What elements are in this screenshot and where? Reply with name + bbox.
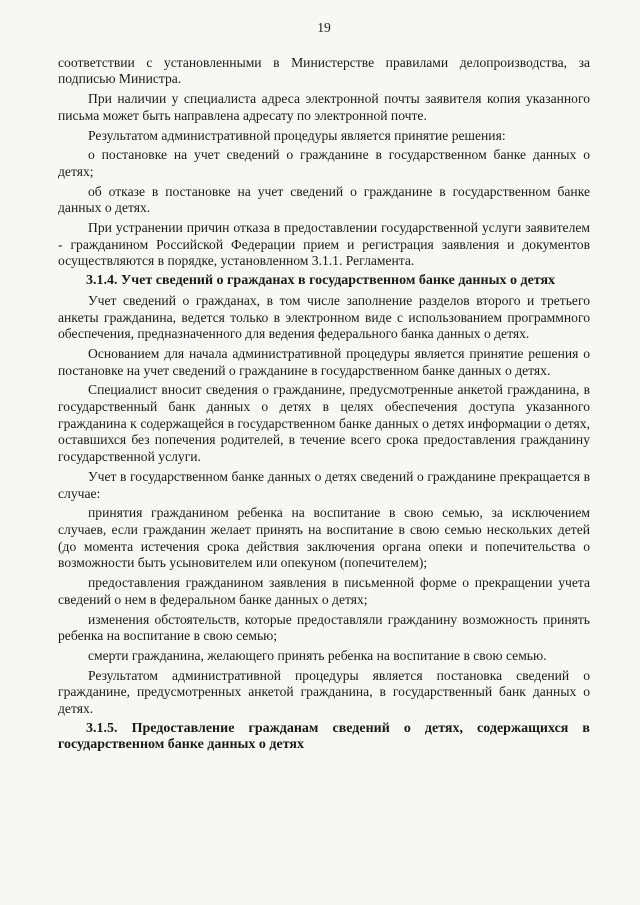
paragraph-specialist-entry: Специалист вносит сведения о гражданине, предусмотренные анкетой гражданина, в государственный банк данных о детях в целях обеспечения доступа указанного гражданина к содержащейся в государственном банке данных о детях информации о детях, оставшихся без попечения родителей, в течение всего срока предоставления гражданину государственной услуги. bbox=[58, 382, 590, 465]
list-item-refusal: об отказе в постановке на учет сведений о гражданине в государственном банке данных о детях. bbox=[58, 183, 590, 216]
paragraph-email-copy: При наличии у специалиста адреса электронной почты заявителя копия указанного письма может быть направлена адресату по электронной почте. bbox=[58, 91, 590, 123]
paragraph-electronic-record: Учет сведений о гражданах, в том числе заполнение разделов второго и третьего анкеты гражданина, ведется только в электронном виде с использованием программного обеспечения, предназначенного для ведения федерального банка данных о детях. bbox=[58, 292, 590, 342]
list-item-circumstances: изменения обстоятельств, которые предоставляли гражданину возможность принять ребенка на воспитание в свою семью; bbox=[58, 611, 590, 644]
list-item-adoption: принятия гражданином ребенка на воспитание в свою семью, за исключением случаев, если гражданин желает принять на воспитание в свою семью нескольких детей (до момента истечения срока действия заключения органа опеки и попечительства о возможности быть усыновителем или опекуном (попечителем); bbox=[58, 505, 590, 571]
paragraph-grounds: Основанием для начала административной процедуры является принятие решения о постановке на учет сведений о гражданине в государственном банке данных о детях. bbox=[58, 345, 590, 378]
document-page bbox=[58, 20, 590, 757]
section-heading-3-1-4: 3.1.4. Учет сведений о гражданах в государственном банке данных о детях bbox=[86, 273, 556, 289]
paragraph-result-registration: Результатом административной процедуры является постановка сведений о гражданине, предусмотренных анкетой гражданина, в государственный банк данных о детях. bbox=[58, 667, 590, 717]
list-item-written-request: предоставления гражданином заявления в письменной форме о прекращении учета сведений о нем в федеральном банке данных о детях; bbox=[58, 575, 590, 607]
paragraph-result-decision: Результатом административной процедуры является принятие решения: bbox=[88, 127, 506, 143]
paragraph-termination: Учет в государственном банке данных о детях сведений о гражданине прекращается в случае: bbox=[58, 468, 590, 501]
page-number: 19 bbox=[317, 20, 331, 35]
paragraph-continuation: соответствии с установленными в Министерстве правилами делопроизводства, за подписью Министра. bbox=[58, 54, 590, 87]
list-item-death: смерти гражданина, желающего принять ребенка на воспитание в свою семью. bbox=[88, 647, 547, 663]
list-item-registration: о постановке на учет сведений о гражданине в государственном банке данных о детях; bbox=[58, 147, 590, 179]
section-heading-3-1-5: 3.1.5. Предоставление гражданам сведений о детях, содержащихся в государственном банке данных о детях bbox=[58, 720, 590, 753]
paragraph-refusal-elimination: При устранении причин отказа в предоставлении государственной услуги заявителем - гражданином Российской Федерации прием и регистрация заявления и документов осуществляются в порядке, установленном 3.1.1. Регламента. bbox=[58, 220, 590, 269]
